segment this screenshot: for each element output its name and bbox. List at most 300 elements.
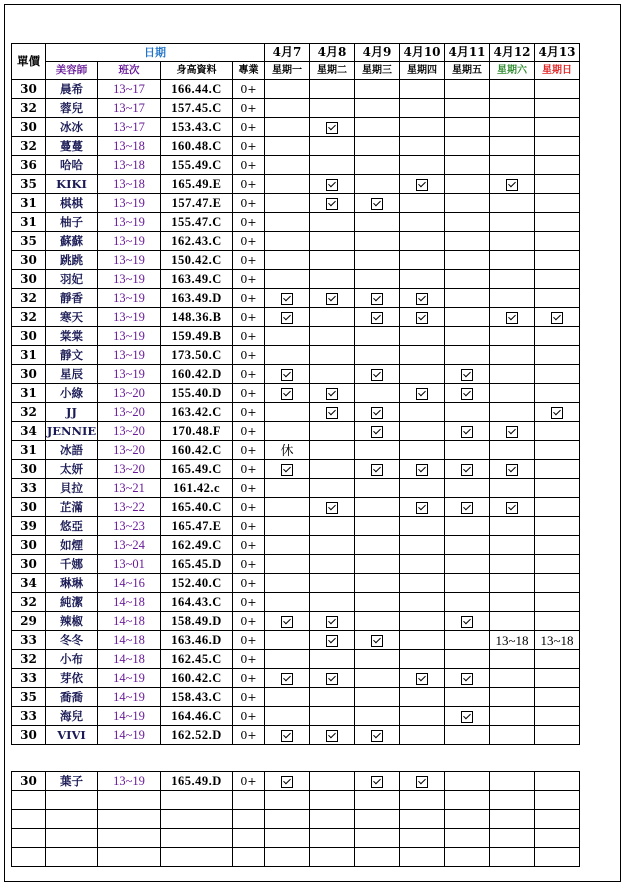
- day-cell[interactable]: [355, 726, 400, 745]
- day-cell[interactable]: [355, 213, 400, 232]
- day-cell[interactable]: [265, 327, 310, 346]
- checkbox-checked-icon: [371, 369, 383, 381]
- day-cell[interactable]: [310, 422, 355, 441]
- day-cell[interactable]: [490, 650, 535, 669]
- day-cell[interactable]: [535, 99, 580, 118]
- day-cell[interactable]: [310, 536, 355, 555]
- day-cell[interactable]: [355, 536, 400, 555]
- day-cell[interactable]: [355, 384, 400, 403]
- day-cell[interactable]: [310, 517, 355, 536]
- day-cell[interactable]: [400, 346, 445, 365]
- day-cell[interactable]: [400, 251, 445, 270]
- day-cell[interactable]: [535, 593, 580, 612]
- day-cell[interactable]: [400, 118, 445, 137]
- day-cell[interactable]: [490, 365, 535, 384]
- day-cell[interactable]: [310, 593, 355, 612]
- day-cell[interactable]: [355, 346, 400, 365]
- day-cell[interactable]: [535, 726, 580, 745]
- day-cell[interactable]: [445, 726, 490, 745]
- day-cell[interactable]: [355, 308, 400, 327]
- day-cell[interactable]: [490, 422, 535, 441]
- day-cell[interactable]: [535, 232, 580, 251]
- day-cell[interactable]: [265, 289, 310, 308]
- day-cell[interactable]: [265, 422, 310, 441]
- day-cell[interactable]: [400, 810, 445, 829]
- day-cell[interactable]: [355, 593, 400, 612]
- day-cell[interactable]: [310, 631, 355, 650]
- day-cell[interactable]: [310, 80, 355, 99]
- day-cell[interactable]: [445, 80, 490, 99]
- day-cell[interactable]: [490, 327, 535, 346]
- day-cell[interactable]: [355, 612, 400, 631]
- day-cell[interactable]: [535, 574, 580, 593]
- day-cell[interactable]: [535, 460, 580, 479]
- price-cell: 34: [12, 422, 46, 441]
- day-cell[interactable]: [490, 308, 535, 327]
- day-cell[interactable]: [445, 118, 490, 137]
- day-cell[interactable]: [310, 829, 355, 848]
- day-cell[interactable]: [445, 479, 490, 498]
- day-cell[interactable]: [355, 137, 400, 156]
- day-cell[interactable]: [535, 479, 580, 498]
- day-cell[interactable]: [310, 251, 355, 270]
- day-cell[interactable]: [535, 688, 580, 707]
- day-cell[interactable]: [265, 574, 310, 593]
- day-cell[interactable]: [400, 175, 445, 194]
- day-cell[interactable]: [400, 574, 445, 593]
- day-cell[interactable]: [400, 213, 445, 232]
- day-cell[interactable]: [535, 308, 580, 327]
- day-cell[interactable]: [400, 536, 445, 555]
- day-cell[interactable]: [535, 829, 580, 848]
- day-cell[interactable]: [265, 99, 310, 118]
- day-cell[interactable]: [400, 403, 445, 422]
- price-cell: 33: [12, 707, 46, 726]
- day-cell[interactable]: [265, 384, 310, 403]
- day-cell[interactable]: [355, 80, 400, 99]
- day-cell[interactable]: [490, 346, 535, 365]
- day-cell[interactable]: [535, 270, 580, 289]
- day-cell[interactable]: [445, 175, 490, 194]
- day-cell[interactable]: [400, 555, 445, 574]
- day-cell[interactable]: [355, 498, 400, 517]
- stats-header: 身高資料: [161, 62, 233, 80]
- day-cell[interactable]: [535, 156, 580, 175]
- day-cell[interactable]: [310, 137, 355, 156]
- day-cell[interactable]: [490, 707, 535, 726]
- pro-cell: 0+: [233, 669, 265, 688]
- day-cell[interactable]: [355, 517, 400, 536]
- day-cell[interactable]: [355, 479, 400, 498]
- day-cell[interactable]: [310, 384, 355, 403]
- day-cell[interactable]: [310, 270, 355, 289]
- day-cell[interactable]: [355, 848, 400, 867]
- day-cell[interactable]: [535, 772, 580, 791]
- day-cell[interactable]: [310, 441, 355, 460]
- day-cell[interactable]: [400, 650, 445, 669]
- day-cell[interactable]: [265, 365, 310, 384]
- stylist-name: JJ: [46, 403, 98, 422]
- day-cell[interactable]: [445, 251, 490, 270]
- day-cell[interactable]: [490, 517, 535, 536]
- day-cell[interactable]: [490, 118, 535, 137]
- day-cell[interactable]: [265, 137, 310, 156]
- day-cell[interactable]: [535, 536, 580, 555]
- day-cell[interactable]: [490, 688, 535, 707]
- day-cell[interactable]: [490, 726, 535, 745]
- day-cell[interactable]: [490, 669, 535, 688]
- day-cell[interactable]: [490, 289, 535, 308]
- day-cell[interactable]: [535, 848, 580, 867]
- day-cell[interactable]: [535, 707, 580, 726]
- day-cell[interactable]: [310, 460, 355, 479]
- day-cell[interactable]: [310, 612, 355, 631]
- day-cell[interactable]: [490, 829, 535, 848]
- day-cell[interactable]: [310, 194, 355, 213]
- day-cell[interactable]: [310, 810, 355, 829]
- day-cell[interactable]: [355, 574, 400, 593]
- day-cell[interactable]: [490, 251, 535, 270]
- day-cell[interactable]: [400, 791, 445, 810]
- day-cell[interactable]: [265, 270, 310, 289]
- day-cell[interactable]: [400, 612, 445, 631]
- day-cell[interactable]: [355, 194, 400, 213]
- day-cell[interactable]: [445, 707, 490, 726]
- day-cell[interactable]: [400, 707, 445, 726]
- day-cell[interactable]: 休: [265, 441, 310, 460]
- day-cell[interactable]: [535, 80, 580, 99]
- day-cell[interactable]: [400, 688, 445, 707]
- day-cell[interactable]: [355, 669, 400, 688]
- day-cell[interactable]: [535, 517, 580, 536]
- day-cell[interactable]: [535, 650, 580, 669]
- day-cell[interactable]: [355, 251, 400, 270]
- day-cell[interactable]: [310, 213, 355, 232]
- day-cell[interactable]: [535, 422, 580, 441]
- day-cell[interactable]: [490, 498, 535, 517]
- stats-cell: 162.45.C: [161, 650, 233, 669]
- day-cell[interactable]: [355, 175, 400, 194]
- day-cell[interactable]: [535, 213, 580, 232]
- day-cell[interactable]: [535, 810, 580, 829]
- day-cell[interactable]: [265, 498, 310, 517]
- day-cell[interactable]: [265, 251, 310, 270]
- day-cell[interactable]: [490, 574, 535, 593]
- day-cell[interactable]: [265, 726, 310, 745]
- day-cell[interactable]: 13~18: [490, 631, 535, 650]
- day-cell[interactable]: [400, 829, 445, 848]
- day-cell[interactable]: [400, 479, 445, 498]
- day-cell[interactable]: [265, 829, 310, 848]
- checkbox-checked-icon: [281, 616, 293, 628]
- day-cell[interactable]: [400, 631, 445, 650]
- day-cell[interactable]: [535, 346, 580, 365]
- header-row-labels: [12, 62, 580, 80]
- day-cell[interactable]: [445, 631, 490, 650]
- day-cell[interactable]: [265, 593, 310, 612]
- day-cell[interactable]: [445, 194, 490, 213]
- day-cell[interactable]: [445, 829, 490, 848]
- checkbox-checked-icon: [371, 635, 383, 647]
- day-cell[interactable]: [265, 707, 310, 726]
- day-cell[interactable]: [535, 612, 580, 631]
- day-cell[interactable]: [490, 772, 535, 791]
- day-cell[interactable]: [490, 536, 535, 555]
- day-cell[interactable]: [355, 327, 400, 346]
- day-cell[interactable]: [535, 441, 580, 460]
- day-cell[interactable]: [535, 555, 580, 574]
- day-cell[interactable]: [265, 194, 310, 213]
- price-cell: 33: [12, 479, 46, 498]
- day-cell[interactable]: [445, 384, 490, 403]
- day-cell[interactable]: [355, 156, 400, 175]
- day-cell[interactable]: [445, 791, 490, 810]
- day-cell[interactable]: [265, 213, 310, 232]
- day-cell[interactable]: [355, 289, 400, 308]
- day-cell[interactable]: [490, 80, 535, 99]
- day-cell[interactable]: [355, 460, 400, 479]
- day-cell[interactable]: [265, 517, 310, 536]
- day-cell[interactable]: [355, 688, 400, 707]
- day-cell[interactable]: [400, 441, 445, 460]
- day-cell[interactable]: [490, 232, 535, 251]
- day-cell[interactable]: [310, 574, 355, 593]
- day-cell[interactable]: [535, 327, 580, 346]
- day-cell[interactable]: [445, 517, 490, 536]
- day-cell[interactable]: [310, 175, 355, 194]
- day-cell[interactable]: [400, 232, 445, 251]
- day-cell[interactable]: [445, 213, 490, 232]
- day-cell[interactable]: [355, 365, 400, 384]
- day-cell[interactable]: [265, 175, 310, 194]
- day-cell[interactable]: [490, 460, 535, 479]
- day-cell[interactable]: [400, 327, 445, 346]
- day-cell[interactable]: [445, 498, 490, 517]
- day-cell[interactable]: [400, 365, 445, 384]
- pro-cell: 0+: [233, 422, 265, 441]
- day-cell[interactable]: [310, 99, 355, 118]
- day-cell[interactable]: [355, 99, 400, 118]
- stylist-name: 蓉兒: [46, 99, 98, 118]
- day-cell[interactable]: [310, 791, 355, 810]
- day-cell[interactable]: [310, 688, 355, 707]
- day-cell[interactable]: [310, 707, 355, 726]
- day-cell[interactable]: [400, 669, 445, 688]
- price-cell: 32: [12, 308, 46, 327]
- day-cell[interactable]: [265, 536, 310, 555]
- day-cell[interactable]: [355, 707, 400, 726]
- day-cell[interactable]: [490, 612, 535, 631]
- day-cell[interactable]: [445, 669, 490, 688]
- day-cell[interactable]: [400, 99, 445, 118]
- day-cell[interactable]: [310, 156, 355, 175]
- day-cell[interactable]: [490, 848, 535, 867]
- day-cell[interactable]: [265, 555, 310, 574]
- day-cell[interactable]: [310, 479, 355, 498]
- day-cell[interactable]: [490, 194, 535, 213]
- day-cell[interactable]: [310, 726, 355, 745]
- day-cell[interactable]: [400, 422, 445, 441]
- day-cell[interactable]: [400, 80, 445, 99]
- day-cell[interactable]: [310, 308, 355, 327]
- day-cell[interactable]: [445, 772, 490, 791]
- day-cell[interactable]: [355, 829, 400, 848]
- day-cell[interactable]: [265, 772, 310, 791]
- day-cell[interactable]: [445, 688, 490, 707]
- day-cell[interactable]: [310, 346, 355, 365]
- day-cell[interactable]: [490, 384, 535, 403]
- pro-cell: 0+: [233, 308, 265, 327]
- day-cell[interactable]: [265, 156, 310, 175]
- day-cell[interactable]: [445, 99, 490, 118]
- day-header-4: 星期五: [445, 62, 490, 80]
- day-cell[interactable]: [445, 232, 490, 251]
- day-cell[interactable]: [355, 650, 400, 669]
- day-cell[interactable]: [265, 308, 310, 327]
- day-cell[interactable]: [535, 175, 580, 194]
- day-cell[interactable]: [310, 498, 355, 517]
- day-cell[interactable]: [265, 403, 310, 422]
- day-cell[interactable]: 13~18: [535, 631, 580, 650]
- class-header: 班次: [98, 62, 161, 80]
- day-cell[interactable]: [490, 403, 535, 422]
- day-cell[interactable]: [490, 137, 535, 156]
- day-cell[interactable]: [535, 791, 580, 810]
- day-cell[interactable]: [445, 536, 490, 555]
- day-cell[interactable]: [445, 555, 490, 574]
- day-cell[interactable]: [445, 848, 490, 867]
- day-cell[interactable]: [265, 631, 310, 650]
- day-cell[interactable]: [445, 270, 490, 289]
- day-cell[interactable]: [265, 460, 310, 479]
- day-cell[interactable]: [265, 791, 310, 810]
- day-cell[interactable]: [535, 118, 580, 137]
- day-cell[interactable]: [400, 308, 445, 327]
- day-cell[interactable]: [265, 118, 310, 137]
- price-cell: 30: [12, 118, 46, 137]
- day-cell[interactable]: [400, 384, 445, 403]
- day-cell[interactable]: [535, 137, 580, 156]
- day-cell[interactable]: [400, 498, 445, 517]
- day-cell[interactable]: [490, 791, 535, 810]
- day-cell[interactable]: [445, 810, 490, 829]
- day-cell[interactable]: [445, 289, 490, 308]
- day-cell[interactable]: [355, 118, 400, 137]
- day-cell[interactable]: [445, 365, 490, 384]
- day-cell[interactable]: [535, 289, 580, 308]
- day-cell[interactable]: [445, 137, 490, 156]
- day-cell[interactable]: [445, 441, 490, 460]
- day-cell[interactable]: [355, 441, 400, 460]
- day-cell[interactable]: [310, 403, 355, 422]
- day-cell[interactable]: [355, 403, 400, 422]
- day-cell[interactable]: [265, 650, 310, 669]
- day-cell[interactable]: [355, 422, 400, 441]
- day-cell[interactable]: [490, 810, 535, 829]
- day-cell[interactable]: [265, 479, 310, 498]
- day-cell[interactable]: [445, 574, 490, 593]
- day-cell[interactable]: [310, 772, 355, 791]
- day-cell[interactable]: [310, 650, 355, 669]
- day-cell[interactable]: [490, 175, 535, 194]
- day-cell[interactable]: [265, 612, 310, 631]
- day-cell[interactable]: [265, 848, 310, 867]
- day-cell[interactable]: [265, 810, 310, 829]
- day-cell[interactable]: [355, 555, 400, 574]
- day-cell[interactable]: [490, 479, 535, 498]
- day-cell[interactable]: [355, 810, 400, 829]
- day-cell[interactable]: [445, 422, 490, 441]
- day-cell[interactable]: [400, 137, 445, 156]
- day-cell[interactable]: [490, 270, 535, 289]
- day-cell[interactable]: [400, 156, 445, 175]
- day-cell[interactable]: [400, 289, 445, 308]
- day-cell[interactable]: [355, 791, 400, 810]
- day-cell[interactable]: [490, 213, 535, 232]
- day-cell[interactable]: [400, 460, 445, 479]
- day-cell[interactable]: [445, 593, 490, 612]
- day-cell[interactable]: [535, 251, 580, 270]
- day-cell[interactable]: [310, 289, 355, 308]
- day-cell[interactable]: [490, 555, 535, 574]
- day-cell[interactable]: [445, 460, 490, 479]
- day-cell[interactable]: [535, 669, 580, 688]
- day-cell[interactable]: [490, 156, 535, 175]
- day-cell[interactable]: [265, 232, 310, 251]
- day-cell[interactable]: [265, 669, 310, 688]
- day-cell[interactable]: [355, 631, 400, 650]
- day-cell[interactable]: [355, 270, 400, 289]
- day-cell[interactable]: [445, 403, 490, 422]
- day-cell[interactable]: [310, 848, 355, 867]
- day-cell[interactable]: [265, 688, 310, 707]
- day-cell[interactable]: [265, 80, 310, 99]
- day-cell[interactable]: [310, 118, 355, 137]
- day-cell[interactable]: [445, 308, 490, 327]
- day-cell[interactable]: [490, 593, 535, 612]
- day-cell[interactable]: [400, 517, 445, 536]
- day-cell[interactable]: [535, 498, 580, 517]
- day-cell[interactable]: [445, 346, 490, 365]
- day-cell[interactable]: [490, 99, 535, 118]
- day-cell[interactable]: [265, 346, 310, 365]
- day-cell[interactable]: [400, 593, 445, 612]
- day-cell[interactable]: [400, 772, 445, 791]
- checkbox-checked-icon: [506, 426, 518, 438]
- day-cell[interactable]: [355, 232, 400, 251]
- day-cell[interactable]: [400, 848, 445, 867]
- day-cell[interactable]: [535, 365, 580, 384]
- day-cell[interactable]: [310, 555, 355, 574]
- day-cell[interactable]: [400, 270, 445, 289]
- day-cell[interactable]: [400, 726, 445, 745]
- day-cell[interactable]: [400, 194, 445, 213]
- day-cell[interactable]: [445, 327, 490, 346]
- day-cell[interactable]: [445, 612, 490, 631]
- day-cell[interactable]: [355, 772, 400, 791]
- day-cell[interactable]: [310, 232, 355, 251]
- day-cell[interactable]: [310, 669, 355, 688]
- day-cell[interactable]: [535, 384, 580, 403]
- day-cell[interactable]: [490, 441, 535, 460]
- day-cell[interactable]: [310, 327, 355, 346]
- day-cell[interactable]: [535, 194, 580, 213]
- day-cell[interactable]: [310, 365, 355, 384]
- checkbox-checked-icon: [326, 198, 338, 210]
- day-cell[interactable]: [535, 403, 580, 422]
- day-cell[interactable]: [445, 156, 490, 175]
- day-cell[interactable]: [445, 650, 490, 669]
